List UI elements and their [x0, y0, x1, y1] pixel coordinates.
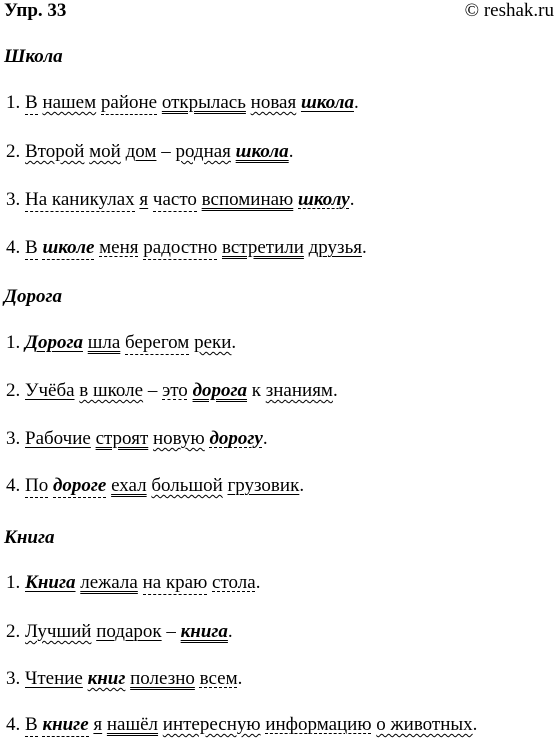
word-obj: стола	[212, 572, 256, 593]
word-pred: шла	[87, 332, 121, 353]
word-adv: радостно	[143, 237, 218, 258]
sentence-road-4	[6, 475, 304, 497]
word-adv: В	[25, 714, 38, 735]
text-fragment: –	[143, 380, 163, 401]
header	[4, 0, 554, 24]
sentence-number: 3.	[6, 428, 21, 449]
word-pred: строят	[95, 428, 149, 449]
sentence-number: 2.	[6, 141, 21, 162]
text-fragment: .	[353, 92, 359, 113]
word-pred: открылась	[161, 92, 246, 113]
word-obj: информацию	[265, 714, 372, 735]
word-attr: Второй	[25, 141, 85, 162]
word-obj: это	[162, 380, 188, 401]
text-fragment: .	[288, 141, 294, 162]
word-attr: мой	[89, 141, 121, 162]
sentence-school-4	[6, 237, 367, 259]
sentence-number: 2.	[6, 380, 21, 401]
word-attr: Лучший	[25, 621, 92, 642]
word-subj: подарок	[96, 621, 162, 642]
text-fragment: .	[361, 237, 367, 258]
text-fragment: .	[332, 380, 338, 401]
word-subj: я	[93, 714, 103, 735]
word-pred: книга	[180, 621, 228, 642]
word-pred: ехал	[111, 475, 147, 496]
word-pred: вспоминаю	[201, 189, 294, 210]
copyright: © reshak.ru	[464, 0, 554, 21]
text-fragment: .	[262, 428, 268, 449]
word-subj: грузовик	[227, 475, 300, 496]
word-attr: большой	[151, 475, 223, 496]
text-fragment: .	[227, 621, 233, 642]
text-fragment	[138, 572, 143, 593]
section-title-road: Дорога	[4, 286, 62, 307]
word-subj: школа	[300, 92, 354, 113]
text-fragment: .	[231, 332, 237, 353]
section-title-school: Школа	[4, 46, 63, 67]
sentence-number: 1.	[6, 332, 21, 353]
sentence-school-2	[6, 141, 293, 163]
sentence-number: 4.	[6, 237, 21, 258]
sentence-number: 4.	[6, 714, 21, 735]
sentence-number: 3.	[6, 189, 21, 210]
word-adv: берегом	[125, 332, 190, 353]
word-attr: новая	[250, 92, 297, 113]
word-subj: я	[139, 189, 149, 210]
word-subj: Чтение	[25, 668, 83, 689]
sentence-school-1	[6, 92, 359, 114]
text-fragment: к	[251, 380, 261, 401]
word-subj: Книга	[25, 572, 76, 593]
sentence-road-2	[6, 380, 338, 402]
word-adv: По	[25, 475, 49, 496]
word-subj: Дорога	[25, 332, 83, 353]
word-attr: нашем	[42, 92, 97, 113]
word-adv: районе	[100, 92, 158, 113]
sentence-road-1	[6, 332, 236, 354]
word-subj: дом	[125, 141, 157, 162]
word-pred: нашёл	[106, 714, 159, 735]
word-adv: на краю	[142, 572, 208, 593]
sentence-number: 2.	[6, 621, 21, 642]
text-fragment: .	[349, 189, 355, 210]
word-attr: реки	[194, 332, 232, 353]
text-fragment: .	[255, 572, 261, 593]
word-obj: дорогу	[209, 428, 263, 449]
sentence-book-3	[6, 668, 242, 690]
word-adv: На каникулах	[25, 189, 135, 210]
word-subj: Учёба	[25, 380, 75, 401]
word-obj: всем	[199, 668, 238, 689]
word-pred: школа	[235, 141, 289, 162]
text-fragment: –	[161, 621, 181, 642]
word-obj: меня	[99, 237, 139, 258]
word-adv: книге	[42, 714, 89, 735]
text-fragment: .	[299, 475, 305, 496]
sentence-book-2	[6, 621, 233, 643]
word-attr: интересную	[162, 714, 261, 735]
word-pred: полезно	[130, 668, 195, 689]
word-attr: в школе	[79, 380, 144, 401]
word-adv: школе	[42, 237, 95, 258]
sentence-book-4	[6, 714, 477, 736]
word-pred: дорога	[192, 380, 248, 401]
word-adv: дороге	[52, 475, 107, 496]
section-title-book: Книга	[4, 527, 55, 548]
word-attr: знаниям	[265, 380, 333, 401]
word-attr: родная	[175, 141, 231, 162]
word-adv: В	[25, 92, 38, 113]
text-fragment: –	[156, 141, 176, 162]
word-adv: В	[25, 237, 38, 258]
sentence-number: 1.	[6, 572, 21, 593]
sentence-number: 3.	[6, 668, 21, 689]
word-pred: лежала	[80, 572, 138, 593]
word-adv: часто	[152, 189, 197, 210]
word-attr: новую	[153, 428, 205, 449]
sentence-book-1	[6, 572, 260, 594]
word-attr: книг	[87, 668, 126, 689]
text-fragment: .	[237, 668, 243, 689]
word-subj: Рабочие	[25, 428, 91, 449]
word-subj: друзья	[308, 237, 362, 258]
word-pred: встретили	[222, 237, 304, 258]
sentence-number: 4.	[6, 475, 21, 496]
word-obj: школу	[298, 189, 350, 210]
text-fragment: .	[472, 714, 478, 735]
sentence-road-3	[6, 428, 268, 450]
sentence-number: 1.	[6, 92, 21, 113]
word-attr: о животных	[376, 714, 473, 735]
sentence-school-3	[6, 189, 354, 211]
exercise-number: Упр. 33	[4, 0, 67, 21]
